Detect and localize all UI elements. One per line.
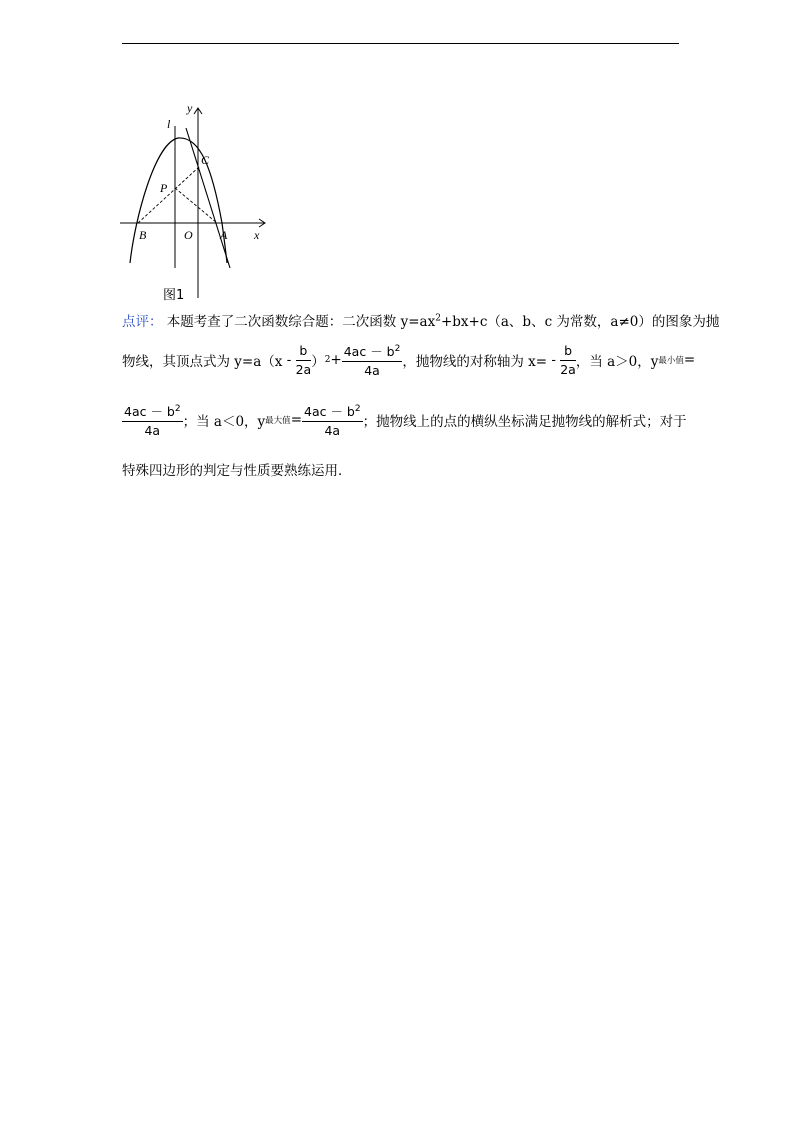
- fraction-min-value: [122, 400, 183, 440]
- comment-square: 2: [324, 355, 331, 366]
- fraction-denominator: 4a: [144, 423, 161, 439]
- fraction-denominator: 2a: [560, 361, 576, 377]
- comment-sup-1: 2: [435, 313, 441, 324]
- line-ca: [186, 128, 230, 268]
- c-label: C: [201, 153, 210, 167]
- fraction-b-2a: [296, 342, 312, 379]
- fraction-num-sup: 2: [174, 404, 181, 414]
- fraction-denominator: 4a: [324, 423, 341, 439]
- fraction-numerator: [122, 400, 183, 422]
- comment-label: 点评：: [122, 314, 163, 330]
- fraction-numerator: b: [560, 342, 576, 361]
- comment-eq-1: =: [683, 352, 696, 369]
- comment-text-3a: ；当 a＜0，y: [182, 414, 266, 431]
- comment-plus: +: [330, 352, 342, 369]
- fraction-num-text: 4ac － b: [124, 404, 175, 420]
- header-rule: [122, 43, 679, 44]
- fraction-numerator: b: [296, 342, 312, 361]
- fraction-num-text: 4ac － b: [304, 404, 355, 420]
- comment-text-2d: ，当 a＞0，y: [575, 354, 659, 371]
- fraction-axis: [560, 342, 576, 379]
- comment-line-4: 特殊四边形的判定与性质要熟练运用．: [122, 463, 352, 479]
- dash-bc: [138, 166, 200, 223]
- comment-text-1a: 本题考查了二次函数综合题：二次函数 y=ax: [166, 314, 436, 330]
- comment-sub-min: 最小值: [658, 356, 684, 367]
- fraction-vertex-value: [342, 340, 403, 380]
- l-label: l: [167, 117, 171, 131]
- x-axis-label: x: [254, 228, 260, 242]
- comment-minus: -: [286, 352, 292, 369]
- y-axis-label: y: [187, 101, 193, 115]
- comment-line-2: [122, 340, 696, 384]
- comment-text-2c: ，抛物线的对称轴为 x=: [402, 354, 548, 371]
- comment-text-1b: +bx+c（a、b、c 为常数，a≠0）的图象为抛: [440, 314, 720, 330]
- p-label: P: [160, 181, 168, 195]
- comment-line-3: [122, 400, 687, 444]
- fraction-num-text: 4ac － b: [343, 344, 395, 360]
- comment-sub-max: 最大值: [265, 416, 291, 427]
- comment-text-2a: 物线，其顶点式为 y=a（x: [122, 354, 283, 371]
- fraction-num-sup: 2: [394, 344, 401, 354]
- comment-text-2b: ）: [311, 354, 325, 371]
- fraction-numerator: [302, 400, 363, 422]
- b-label: B: [139, 228, 147, 242]
- fraction-max-value: [302, 400, 363, 440]
- comment-eq-2: =: [290, 412, 302, 429]
- fraction-num-sup: 2: [354, 404, 361, 414]
- o-label: O: [184, 228, 193, 242]
- figure-caption: 图1: [163, 288, 185, 303]
- parabola-figure: [120, 98, 280, 303]
- fraction-denominator: 4a: [364, 363, 380, 379]
- a-label: A: [220, 228, 228, 242]
- parabola-diagram: [120, 98, 280, 303]
- comment-text-3b: ；抛物线上的点的横纵坐标满足抛物线的解析式；对于: [362, 414, 687, 431]
- fraction-numerator: [342, 340, 403, 362]
- fraction-denominator: 2a: [295, 361, 312, 377]
- comment-line-1: [122, 310, 720, 330]
- parabola-curve: [130, 138, 227, 263]
- comment-minus-2: -: [551, 352, 556, 369]
